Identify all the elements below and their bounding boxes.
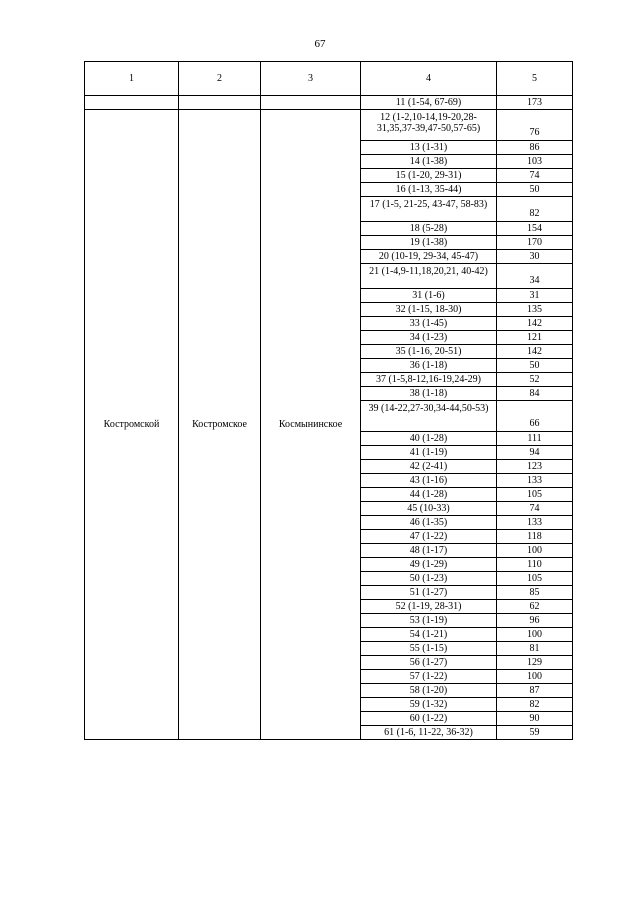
quarter-cell: 56 (1-27) bbox=[361, 656, 497, 670]
quarter-cell: 52 (1-19, 28-31) bbox=[361, 600, 497, 614]
quarter-cell: 21 (1-4,9-11,18,20,21, 40-42) bbox=[361, 264, 497, 289]
value-cell: 129 bbox=[497, 656, 573, 670]
value-cell: 31 bbox=[497, 289, 573, 303]
value-cell: 154 bbox=[497, 222, 573, 236]
quarter-cell: 15 (1-20, 29-31) bbox=[361, 169, 497, 183]
value-cell: 111 bbox=[497, 432, 573, 446]
value-cell: 133 bbox=[497, 516, 573, 530]
empty-cell bbox=[261, 96, 361, 110]
value-cell: 123 bbox=[497, 460, 573, 474]
quarter-cell: 41 (1-19) bbox=[361, 446, 497, 460]
quarter-cell: 16 (1-13, 35-44) bbox=[361, 183, 497, 197]
header-cell-1: 1 bbox=[85, 62, 179, 96]
quarter-cell: 55 (1-15) bbox=[361, 642, 497, 656]
value-cell: 90 bbox=[497, 712, 573, 726]
value-cell: 84 bbox=[497, 387, 573, 401]
quarter-cell: 33 (1-45) bbox=[361, 317, 497, 331]
value-cell: 105 bbox=[497, 572, 573, 586]
quarter-cell: 59 (1-32) bbox=[361, 698, 497, 712]
quarter-cell: 12 (1-2,10-14,19-20,28-31,35,37-39,47-50,57-65) bbox=[361, 110, 497, 141]
value-cell: 66 bbox=[497, 401, 573, 432]
header-cell-3: 3 bbox=[261, 62, 361, 96]
quarter-cell: 38 (1-18) bbox=[361, 387, 497, 401]
value-cell: 173 bbox=[497, 96, 573, 110]
table-body bbox=[85, 62, 573, 740]
value-cell: 118 bbox=[497, 530, 573, 544]
table-row bbox=[85, 96, 573, 110]
quarter-cell: 60 (1-22) bbox=[361, 712, 497, 726]
quarter-cell: 36 (1-18) bbox=[361, 359, 497, 373]
value-cell: 100 bbox=[497, 670, 573, 684]
value-cell: 86 bbox=[497, 141, 573, 155]
quarter-cell: 14 (1-38) bbox=[361, 155, 497, 169]
value-cell: 142 bbox=[497, 317, 573, 331]
header-row bbox=[85, 62, 573, 96]
quarter-cell: 51 (1-27) bbox=[361, 586, 497, 600]
value-cell: 52 bbox=[497, 373, 573, 387]
quarter-cell: 37 (1-5,8-12,16-19,24-29) bbox=[361, 373, 497, 387]
quarter-cell: 20 (10-19, 29-34, 45-47) bbox=[361, 250, 497, 264]
value-cell: 82 bbox=[497, 197, 573, 222]
value-cell: 142 bbox=[497, 345, 573, 359]
quarter-cell: 18 (5-28) bbox=[361, 222, 497, 236]
value-cell: 85 bbox=[497, 586, 573, 600]
value-cell: 133 bbox=[497, 474, 573, 488]
value-cell: 50 bbox=[497, 359, 573, 373]
quarter-cell: 49 (1-29) bbox=[361, 558, 497, 572]
quarter-cell: 42 (2-41) bbox=[361, 460, 497, 474]
value-cell: 74 bbox=[497, 502, 573, 516]
merged-col3-cell: Космынинское bbox=[261, 110, 361, 740]
value-cell: 87 bbox=[497, 684, 573, 698]
value-cell: 100 bbox=[497, 628, 573, 642]
value-cell: 96 bbox=[497, 614, 573, 628]
value-cell: 135 bbox=[497, 303, 573, 317]
quarter-cell: 58 (1-20) bbox=[361, 684, 497, 698]
quarter-cell: 50 (1-23) bbox=[361, 572, 497, 586]
value-cell: 170 bbox=[497, 236, 573, 250]
quarter-cell: 43 (1-16) bbox=[361, 474, 497, 488]
quarter-cell: 17 (1-5, 21-25, 43-47, 58-83) bbox=[361, 197, 497, 222]
quarter-cell: 31 (1-6) bbox=[361, 289, 497, 303]
quarter-cell: 48 (1-17) bbox=[361, 544, 497, 558]
value-cell: 121 bbox=[497, 331, 573, 345]
data-table bbox=[84, 61, 573, 740]
quarter-cell: 34 (1-23) bbox=[361, 331, 497, 345]
quarter-cell: 45 (10-33) bbox=[361, 502, 497, 516]
value-cell: 34 bbox=[497, 264, 573, 289]
quarter-cell: 35 (1-16, 20-51) bbox=[361, 345, 497, 359]
quarter-cell: 54 (1-21) bbox=[361, 628, 497, 642]
header-cell-4: 4 bbox=[361, 62, 497, 96]
merged-col1-cell: Костромской bbox=[85, 110, 179, 740]
quarter-cell: 11 (1-54, 67-69) bbox=[361, 96, 497, 110]
value-cell: 82 bbox=[497, 698, 573, 712]
quarter-cell: 44 (1-28) bbox=[361, 488, 497, 502]
value-cell: 50 bbox=[497, 183, 573, 197]
quarter-cell: 19 (1-38) bbox=[361, 236, 497, 250]
page-number: 67 bbox=[314, 38, 326, 50]
value-cell: 59 bbox=[497, 726, 573, 740]
value-cell: 105 bbox=[497, 488, 573, 502]
value-cell: 100 bbox=[497, 544, 573, 558]
value-cell: 74 bbox=[497, 169, 573, 183]
quarter-cell: 46 (1-35) bbox=[361, 516, 497, 530]
quarter-cell: 61 (1-6, 11-22, 36-32) bbox=[361, 726, 497, 740]
quarter-cell: 39 (14-22,27-30,34-44,50-53) bbox=[361, 401, 497, 432]
table-row bbox=[85, 110, 573, 141]
header-cell-2: 2 bbox=[179, 62, 261, 96]
value-cell: 76 bbox=[497, 110, 573, 141]
value-cell: 30 bbox=[497, 250, 573, 264]
value-cell: 110 bbox=[497, 558, 573, 572]
empty-cell bbox=[85, 96, 179, 110]
quarter-cell: 53 (1-19) bbox=[361, 614, 497, 628]
header-cell-5: 5 bbox=[497, 62, 573, 96]
quarter-cell: 13 (1-31) bbox=[361, 141, 497, 155]
merged-col2-cell: Костромское bbox=[179, 110, 261, 740]
quarter-cell: 40 (1-28) bbox=[361, 432, 497, 446]
value-cell: 94 bbox=[497, 446, 573, 460]
quarter-cell: 47 (1-22) bbox=[361, 530, 497, 544]
value-cell: 81 bbox=[497, 642, 573, 656]
value-cell: 62 bbox=[497, 600, 573, 614]
quarter-cell: 57 (1-22) bbox=[361, 670, 497, 684]
quarter-cell: 32 (1-15, 18-30) bbox=[361, 303, 497, 317]
value-cell: 103 bbox=[497, 155, 573, 169]
empty-cell bbox=[179, 96, 261, 110]
